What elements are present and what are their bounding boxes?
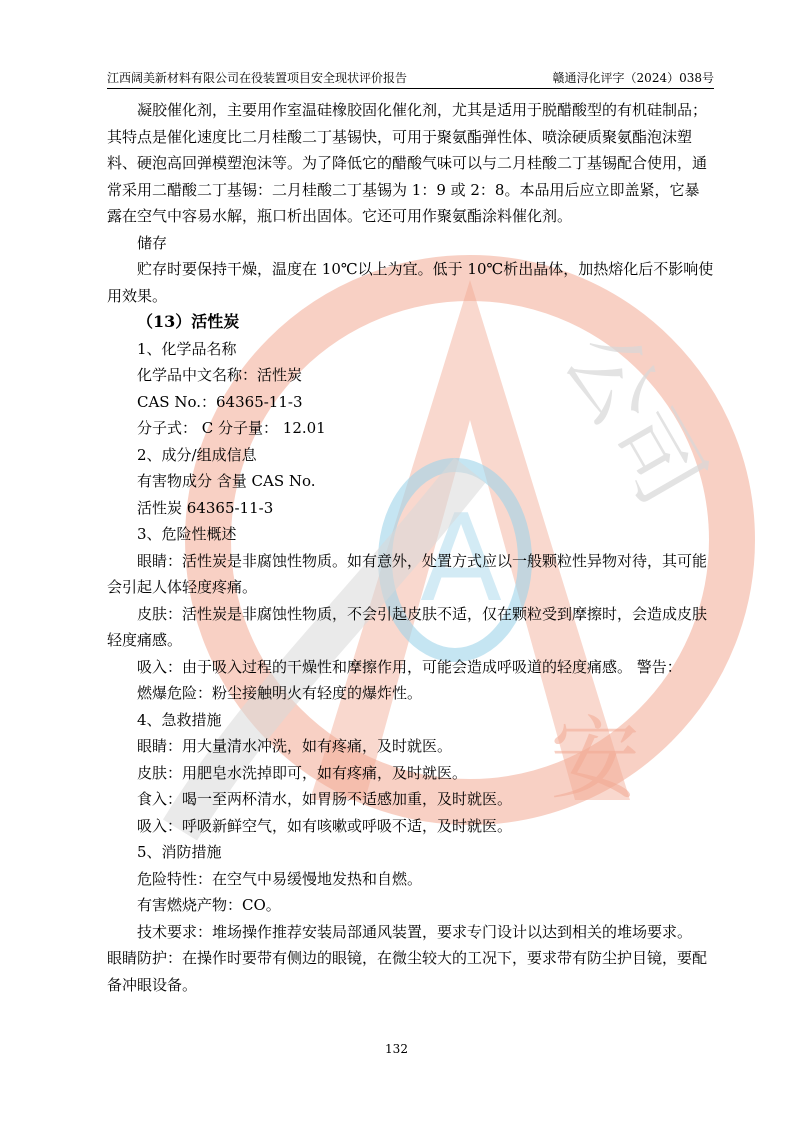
- fire-eye-protection: 眼睛防护：在操作时要带有侧边的眼镜，在微尘较大的工况下，要求带有防尘护目镜，要配备冲眼设备。: [107, 949, 708, 994]
- seal-blue-letter: A: [420, 490, 503, 629]
- fire-technical-requirements: 技术要求：堆场操作推荐安装局部通风装置，要求专门设计以达到相关的堆场要求。: [137, 922, 693, 941]
- first-aid-ingestion: 食入：喝一至两杯清水，如胃肠不适感加重，及时就医。: [137, 790, 513, 808]
- header-divider: [107, 88, 714, 89]
- header-company-title: 江西阔美新材料有限公司在役装置项目安全现状评价报告: [107, 71, 408, 85]
- paragraph-storage-text: 贮存时要保持干燥，温度在 10℃以上为宜。低于 10℃析出晶体，加热熔化后不影响使用效果。: [107, 260, 714, 305]
- first-aid-eye: 眼睛：用大量清水冲洗，如有疼痛，及时就医。: [137, 737, 453, 755]
- fire-hazard-characteristics: 危险特性：在空气中易缓慢地发热和自燃。: [137, 869, 423, 888]
- chemical-formula-weight: 分子式： C 分子量： 12.01: [137, 419, 326, 437]
- page-number: 132: [385, 1042, 408, 1056]
- paragraph-storage-heading: 储存: [137, 233, 168, 252]
- hazard-skin: 皮肤：活性炭是非腐蚀性物质，不会引起皮肤不适，仅在颗粒受到摩擦时，会造成皮肤轻度痛感。: [107, 604, 708, 649]
- hazard-inhalation: 吸入：由于吸入过程的干燥性和摩擦作用，可能会造成呼吸道的轻度痛感。 警告：: [137, 657, 682, 676]
- document-body: [107, 97, 714, 998]
- hazard-eye: 眼睛：活性炭是非腐蚀性物质。如有意外，处置方式应以一般颗粒性异物对待，其可能会引起人体轻度疼痛。: [107, 551, 708, 596]
- paragraph-catalyst-usage: 凝胶催化剂，主要用作室温硅橡胶固化催化剂，尤其是适用于脱醋酸型的有机硅制品；其特点是催化速度比二月桂酸二丁基锡快，可用于聚氨酯弹性体、喷涂硬质聚氨酯泡沫塑料、硬泡高回弹模塑泡沫等。为了降低它的醋酸气味可以与二月桂酸二丁基锡配合使用，通常采用二醋酸二丁基锡：二月桂酸二丁基锡为 1：9 或 2：8。本品用后应立即盖紧，它暴露在空气中容易水解，瓶口析出固体。它还可用作聚氨酯涂料催化剂。: [107, 101, 708, 225]
- first-aid-heading: 4、急救措施: [137, 710, 222, 729]
- section-heading-activated-carbon: （13）活性炭: [137, 312, 240, 331]
- chemical-chinese-name: 化学品中文名称：活性炭: [137, 366, 303, 384]
- composition-table-row: 活性炭 64365-11-3: [137, 498, 274, 517]
- first-aid-inhalation: 吸入：呼吸新鲜空气，如有咳嗽或呼吸不适，及时就医。: [137, 816, 513, 835]
- seal-red-character: 安: [550, 707, 640, 812]
- hazard-overview-heading: 3、危险性概述: [137, 525, 237, 543]
- chemical-name-heading: 1、化学品名称: [137, 339, 237, 358]
- fire-combustion-products: 有害燃烧产物：CO。: [137, 896, 281, 914]
- composition-heading: 2、成分/组成信息: [137, 445, 257, 464]
- hazard-fire-explosion: 燃爆危险：粉尘接触明火有轻度的爆炸性。: [137, 684, 423, 702]
- first-aid-skin: 皮肤：用肥皂水洗掉即可，如有疼痛，及时就医。: [137, 763, 468, 782]
- header-report-number: 赣通浔化评字（2024）038号: [552, 71, 714, 85]
- fire-measures-heading: 5、消防措施: [137, 843, 222, 861]
- page-header: [107, 71, 714, 86]
- composition-table-header: 有害物成分 含量 CAS No.: [137, 472, 316, 490]
- chemical-cas-number: CAS No.：64365-11-3: [137, 392, 303, 411]
- seal-company-text: 公司: [543, 313, 725, 523]
